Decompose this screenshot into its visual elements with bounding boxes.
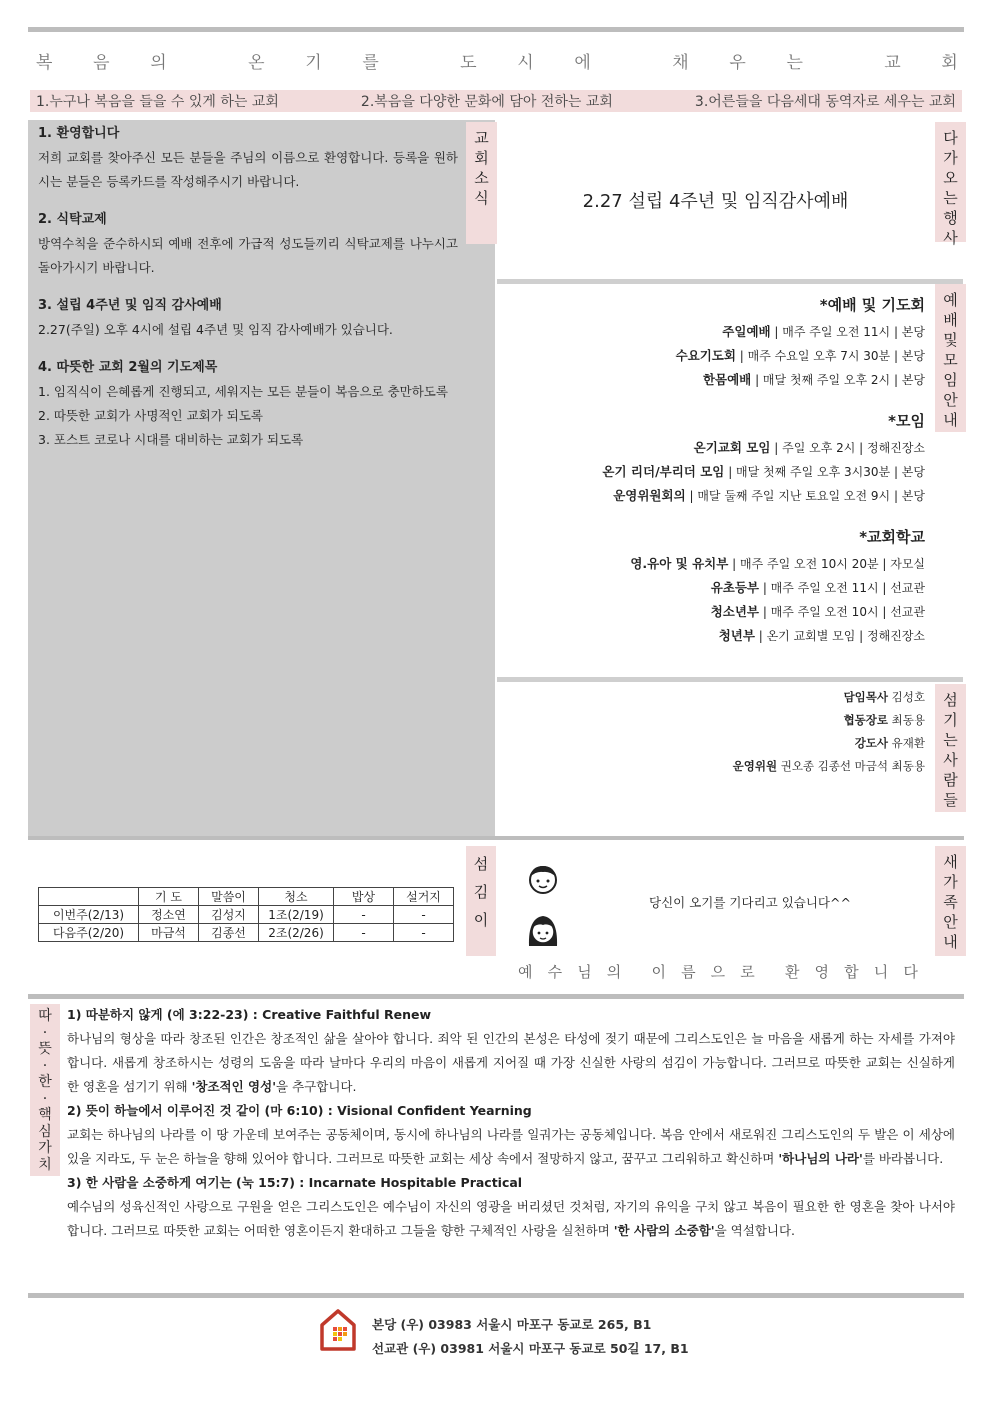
- worship-name: 청년부: [718, 628, 755, 643]
- staff-role: 협동장로: [843, 713, 889, 727]
- vision-3: 3.어른들을 다음세대 동역자로 세우는 교회: [694, 94, 956, 110]
- worship-schedule: [497, 290, 925, 648]
- annex-address: 선교관 (우) 03981 서울시 마포구 동교로 50길 17, B1: [372, 1341, 689, 1356]
- tab-char: 가: [38, 1140, 52, 1156]
- tab-char: 한: [38, 1074, 52, 1090]
- tab-char: 소: [474, 169, 489, 187]
- tab-char: ·: [42, 1090, 48, 1107]
- news-body-3: 2.27(주일) 오후 4시에 설립 4주년 및 임직 감사예배가 있습니다.: [38, 322, 393, 337]
- table-cell: 김성지: [199, 906, 259, 924]
- welcome-char: 예: [518, 963, 533, 981]
- news-title-3: 3. 설립 4주년 및 임직 감사예배: [38, 298, 222, 313]
- worship-section-heading: *예배 및 기도회: [819, 296, 925, 314]
- vision-1: 1.누구나 복음을 들을 수 있게 하는 교회: [36, 94, 279, 110]
- news-body-1: 저희 교회를 찾아주신 모든 분들을 주님의 이름으로 환영합니다. 등록을 원하시는 분들은 등록카드를 작성해주시기 바랍니다.: [38, 150, 458, 189]
- worship-name: 유초등부: [710, 580, 760, 595]
- worship-row: [497, 460, 925, 484]
- main-address: 본당 (우) 03983 서울시 마포구 동교로 265, B1: [372, 1317, 652, 1332]
- staff-role: 운영위원: [732, 759, 778, 773]
- tab-char: 치: [38, 1156, 52, 1173]
- worship-name: 수요기도회: [675, 348, 736, 363]
- worship-row: [497, 576, 925, 600]
- section-gap: [497, 392, 925, 406]
- tab-char: 모: [943, 351, 958, 369]
- tab-char: 이: [473, 911, 489, 929]
- worship-section-heading: *교회학교: [859, 528, 925, 546]
- worship-row: [497, 624, 925, 648]
- worship-name: 청소년부: [710, 604, 760, 619]
- core-values-tab: [30, 1004, 60, 1176]
- tab-char: 는: [943, 189, 958, 207]
- tab-char: 섬: [943, 691, 958, 709]
- core-value-heading: 3) 한 사람을 소중하게 여기는 (눅 15:7) : Incarnate Hospitable Practical: [67, 1175, 523, 1190]
- separator-1: [497, 279, 963, 284]
- prayer-line-3: 3. 포스트 코로나 시대를 대비하는 교회가 되도록: [38, 432, 304, 447]
- table-cell: 다음주(2/20): [39, 924, 139, 942]
- table-header-row: [39, 888, 454, 906]
- worship-detail: | 주일 오후 2시 | 정해진장소: [770, 441, 925, 455]
- table-header-cell: 기 도: [139, 888, 199, 906]
- welcome-char: 수: [547, 963, 563, 981]
- core-value-emphasis: '창조적인 영성': [191, 1079, 277, 1094]
- worship-row: [497, 368, 925, 392]
- worship-detail: | 매주 수요일 오후 7시 30분 | 본당: [735, 349, 925, 363]
- worship-detail: | 매달 둘째 주일 지난 토요일 오전 9시 | 본당: [685, 489, 925, 503]
- upcoming-event: 2.27 설립 4주년 및 임직감사예배: [582, 191, 849, 212]
- tab-char: 예: [943, 291, 958, 309]
- tab-char: ·: [42, 1024, 48, 1041]
- worship-detail: | 매주 주일 오전 10시 | 선교관: [759, 605, 925, 619]
- core-values: [67, 1003, 955, 1243]
- worship-detail: | 온기 교회별 모임 | 정해진장소: [754, 629, 925, 643]
- table-header-cell: 말씀이: [199, 888, 259, 906]
- core-value-text-end: 을 역설합니다.: [714, 1223, 796, 1238]
- core-value-text-end: 를 바라봅니다.: [862, 1151, 944, 1166]
- slogan-char: 의: [150, 53, 167, 73]
- core-value-body: [67, 1027, 955, 1099]
- tab-char: 사: [943, 751, 958, 769]
- worship-row: [497, 552, 925, 576]
- newcomer-message: 당신이 오기를 기다리고 있습니다^^: [649, 895, 851, 910]
- tab-char: 회: [474, 149, 489, 167]
- table-cell: 2조(2/26): [259, 924, 334, 942]
- worship-row: [497, 600, 925, 624]
- core-value-text: 교회는 하나님의 나라를 이 땅 가운데 보여주는 공동체이며, 동시에 하나님의 나라를 일궈가는 공동체입니다. 복음 안에서 새로워진 그리스도인의 두 발은 이 세상에 있을 지라도, 두 눈은 하늘을 향해 있어야 합니다. 그러므로 따뜻한 교회는 세상 속에서 절망하지 않고, 꿈꾸고 그리워하고 확신하며: [67, 1127, 955, 1166]
- news-title-1: 1. 환영합니다: [38, 126, 120, 141]
- tab-char: 김: [473, 883, 489, 901]
- worship-name: 영.유아 및 유치부: [630, 556, 729, 571]
- tab-char: 핵: [38, 1107, 52, 1123]
- tab-char: 섬: [473, 855, 489, 873]
- table-cell: 이번주(2/13): [39, 906, 139, 924]
- prayer-line-2: 2. 따뜻한 교회가 사명적인 교회가 되도록: [38, 408, 263, 423]
- tab-char: ·: [42, 1057, 48, 1074]
- worship-detail: | 매주 주일 오전 11시 | 본당: [770, 325, 925, 339]
- table-cell: 정소연: [139, 906, 199, 924]
- table-row: [39, 906, 454, 924]
- slogan-char: 채: [672, 53, 689, 73]
- tab-char: 내: [943, 411, 958, 429]
- table-cell: -: [334, 906, 394, 924]
- table-cell: -: [394, 924, 454, 942]
- tab-char: 및: [943, 331, 958, 349]
- news-tab: [466, 122, 497, 244]
- tab-char: 임: [943, 371, 958, 389]
- tab-char: 교: [474, 129, 489, 147]
- core-value-body: [67, 1195, 955, 1243]
- slogan-char: 우: [729, 53, 746, 73]
- slogan-char: 교: [884, 53, 901, 73]
- news-body-2: 방역수칙을 준수하시되 예배 전후에 가급적 성도들끼리 식탁교제를 나누시고 돌아가시기 바랍니다.: [38, 236, 458, 275]
- tab-char: 행: [943, 209, 958, 227]
- welcome-char: 이: [651, 963, 666, 981]
- slogan-char: 온: [248, 53, 265, 73]
- worship-detail: | 매달 첫째 주일 오후 3시30분 | 본당: [724, 465, 925, 479]
- footer-addresses: [372, 1313, 689, 1361]
- servers-table: [38, 887, 454, 942]
- slogan-char: 기: [305, 53, 322, 73]
- welcome-char: 다: [903, 963, 918, 981]
- slogan-char: 시: [517, 53, 534, 73]
- tab-char: 가: [943, 873, 958, 891]
- table-header-cell: 밥상: [334, 888, 394, 906]
- worship-name: 주일예배: [722, 324, 771, 339]
- woman-face-icon: [526, 912, 560, 948]
- newcomer-tab: [935, 846, 966, 956]
- staff-list: [497, 686, 925, 778]
- core-value-text: 하나님의 형상을 따라 창조된 인간은 창조적인 삶을 살아야 합니다. 죄악 된 인간의 본성은 타성에 젖기 때문에 그리스도인은 늘 마음을 새롭게 하는 자세를 가져야합니다. 새롭게 창조하시는 성령의 도움을 따라 날마다 우리의 마음이 새롭게 지어질 때 가장 신실한 사랑의 섬김이 가능합니다. 그러므로 따뜻한 교회는 신실하게 한 영혼을 섬기기 위해: [67, 1031, 956, 1094]
- separator-4: [28, 994, 964, 999]
- staff-role: 담임목사: [843, 690, 889, 704]
- staff-role: 강도사: [854, 736, 889, 750]
- core-value-body: [67, 1123, 955, 1171]
- separator-2: [497, 677, 963, 682]
- table-header-cell: 설거지: [394, 888, 454, 906]
- worship-detail: | 매주 주일 오전 10시 20분 | 자모실: [728, 557, 925, 571]
- tab-char: 따: [38, 1008, 52, 1024]
- section-gap: [497, 508, 925, 522]
- tab-char: 가: [943, 149, 958, 167]
- core-value-heading: 1) 따분하지 않게 (에 3:22-23) : Creative Faithful Renew: [67, 1007, 432, 1022]
- staff-names: 최동용: [888, 713, 925, 727]
- welcome-char: 합: [844, 963, 859, 981]
- slogan-char: 에: [574, 53, 591, 73]
- news-title-2: 2. 식탁교제: [38, 212, 107, 227]
- welcome-char: 름: [681, 963, 696, 981]
- servers-tab: [466, 846, 496, 956]
- core-value-emphasis: '한 사람의 소중함': [613, 1223, 715, 1238]
- welcome-slogan: [518, 961, 918, 982]
- tab-char: 새: [943, 853, 958, 871]
- vision-2: 2.복음을 다양한 문화에 담아 전하는 교회: [360, 94, 613, 110]
- prayer-line-1: 1. 임직식이 은혜롭게 진행되고, 세워지는 모든 분들이 복음으로 충만하도록: [38, 384, 448, 399]
- staff-row: [497, 732, 925, 755]
- worship-name: 온기 리더/부리더 모임: [602, 464, 725, 479]
- worship-name: 한몸예배: [702, 372, 752, 387]
- tab-char: 뜻: [38, 1041, 52, 1057]
- core-value-heading: 2) 뜻이 하늘에서 이루어진 것 같이 (마 6:10) : Visional Confident Yearning: [67, 1103, 532, 1118]
- worship-row: [497, 436, 925, 460]
- table-header-cell: 청소: [259, 888, 334, 906]
- welcome-char: 의: [606, 963, 622, 981]
- table-cell: -: [334, 924, 394, 942]
- top-rule: [28, 27, 964, 32]
- tab-char: 심: [38, 1123, 52, 1140]
- tab-char: 다: [943, 129, 958, 147]
- table-cell: -: [394, 906, 454, 924]
- tab-char: 배: [943, 311, 958, 329]
- welcome-char: 환: [784, 963, 800, 981]
- staff-tab: [935, 684, 966, 812]
- worship-tab: [935, 284, 966, 432]
- worship-row: [497, 344, 925, 368]
- worship-detail: | 매주 주일 오전 11시 | 선교관: [759, 581, 925, 595]
- table-cell: 마금석: [139, 924, 199, 942]
- separator-5: [28, 1293, 964, 1298]
- welcome-char: 으: [710, 963, 726, 981]
- church-logo-icon: [318, 1307, 358, 1353]
- worship-row: [497, 484, 925, 508]
- worship-section-heading: *모임: [888, 412, 925, 430]
- slogan-char: 음: [93, 53, 110, 73]
- worship-detail: | 매달 첫째 주일 오후 2시 | 본당: [751, 373, 925, 387]
- tab-char: 오: [943, 169, 958, 187]
- staff-row: [497, 755, 925, 778]
- table-header-cell: [39, 888, 139, 906]
- staff-row: [497, 686, 925, 709]
- core-value-text: 예수님의 성육신적인 사랑으로 구원을 얻은 그리스도인은 예수님이 자신의 영광을 버리셨던 것처럼, 자기의 유익을 구치 않고 복음이 필요한 한 영혼을 찾아 나서야 합니다. 그러므로 따뜻한 교회는 어떠한 영혼이든지 환대하고 그들을 향한 구체적인 사랑을 실천하며: [67, 1199, 955, 1238]
- tab-char: 들: [943, 791, 958, 809]
- tab-char: 기: [943, 711, 958, 729]
- man-face-icon: [526, 862, 560, 896]
- welcome-char: 영: [814, 963, 830, 981]
- table-cell: 1조(2/19): [259, 906, 334, 924]
- core-value-emphasis: '하나님의 나라': [778, 1151, 863, 1166]
- staff-names: 권오종 김종선 마금석 최동용: [777, 759, 925, 773]
- tab-char: 는: [943, 731, 958, 749]
- tab-char: 안: [943, 391, 958, 409]
- staff-row: [497, 709, 925, 732]
- core-value-text-end: 을 추구합니다.: [276, 1079, 357, 1094]
- church-slogan: [36, 48, 958, 73]
- church-news: [38, 122, 458, 452]
- staff-names: 김성호: [888, 690, 925, 704]
- tab-char: 내: [943, 933, 958, 951]
- welcome-char: 니: [873, 963, 889, 981]
- worship-row: [497, 320, 925, 344]
- tab-char: 식: [474, 189, 489, 207]
- events-tab: [935, 122, 966, 247]
- slogan-char: 회: [941, 53, 958, 73]
- vision-bar: [30, 90, 962, 112]
- welcome-char: 님: [577, 963, 592, 981]
- separator-3: [28, 836, 964, 840]
- tab-char: 람: [943, 771, 958, 789]
- worship-name: 온기교회 모임: [693, 440, 771, 455]
- table-cell: 김종선: [199, 924, 259, 942]
- welcome-char: 로: [740, 963, 755, 981]
- slogan-char: 복: [36, 53, 53, 73]
- news-title-4: 4. 따뜻한 교회 2월의 기도제목: [38, 360, 218, 375]
- tab-char: 안: [943, 913, 958, 931]
- worship-name: 운영위원회의: [613, 488, 686, 503]
- table-row: [39, 924, 454, 942]
- tab-char: 족: [943, 893, 958, 911]
- staff-names: 유재환: [888, 736, 925, 750]
- tab-char: 사: [943, 229, 958, 247]
- slogan-char: 는: [786, 53, 803, 73]
- slogan-char: 도: [460, 53, 477, 73]
- slogan-char: 를: [362, 53, 379, 73]
